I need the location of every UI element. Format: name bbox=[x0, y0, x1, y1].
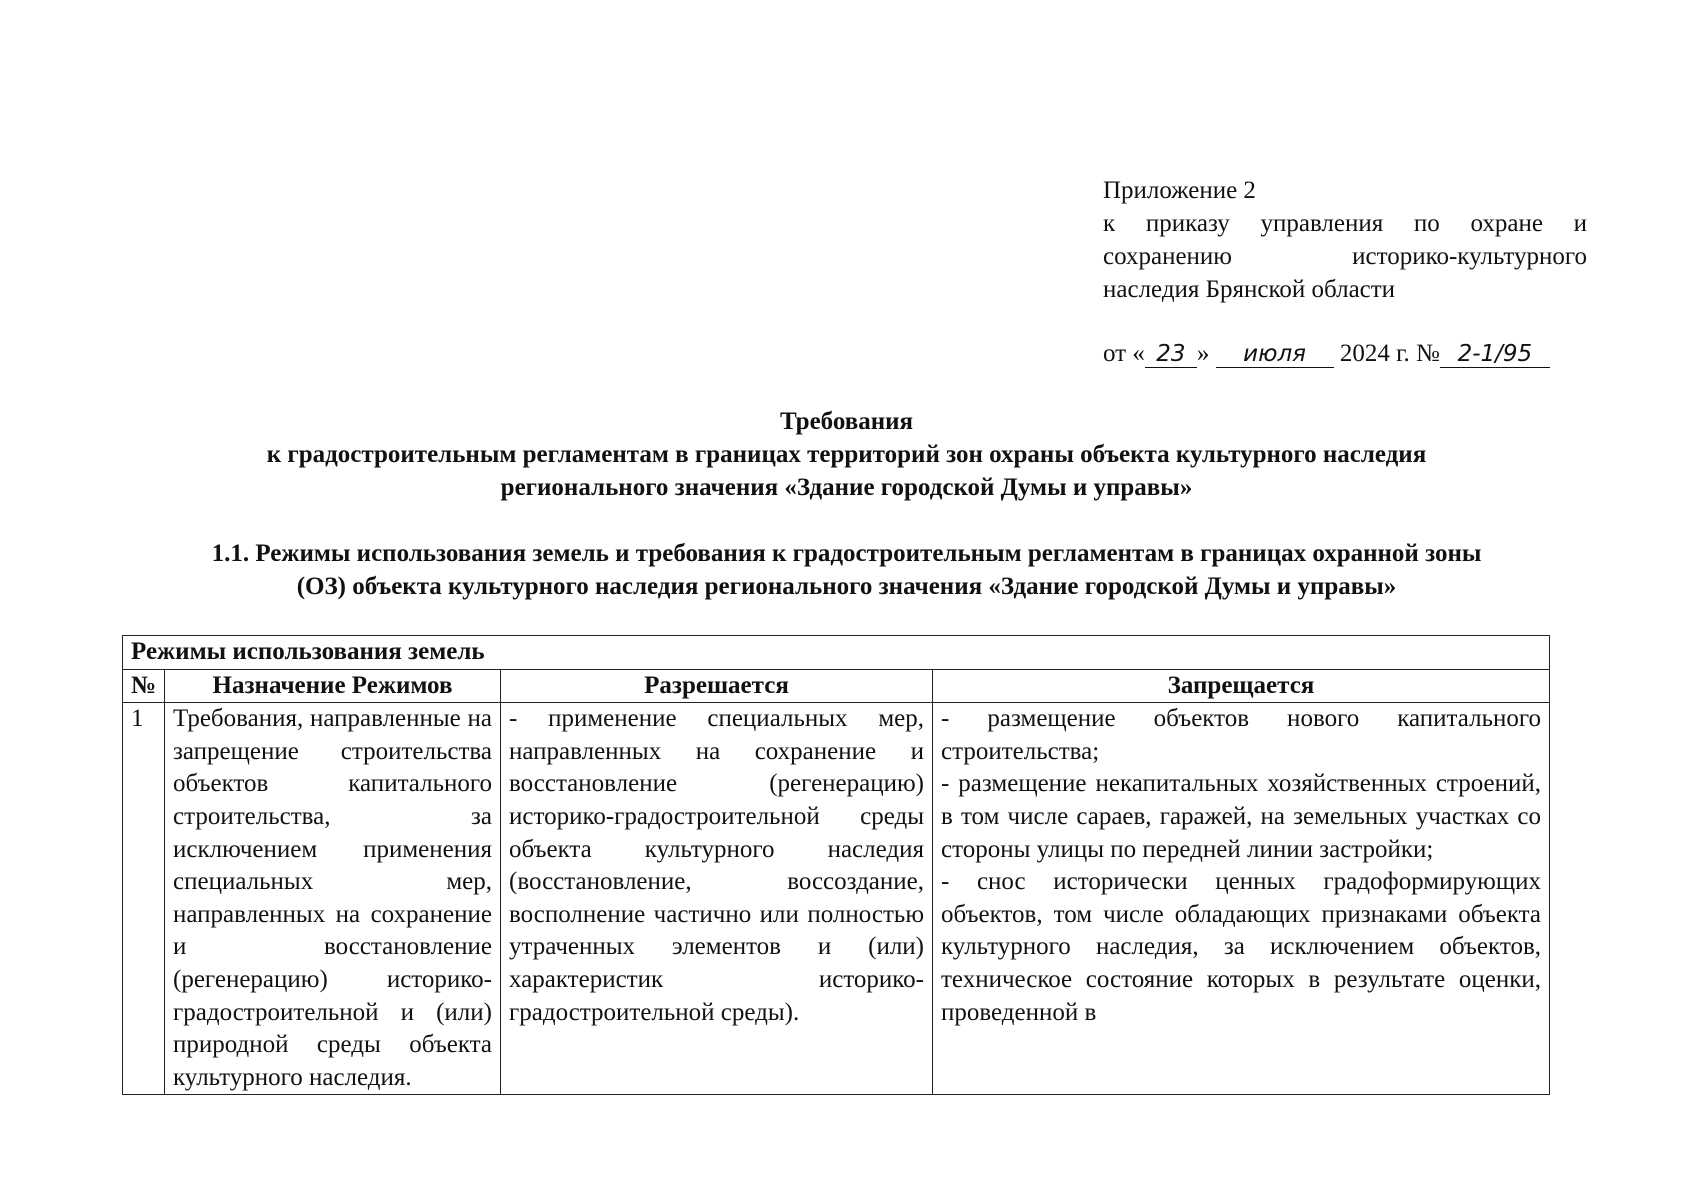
title-line: регионального значения «Здание городской Думы и управы» bbox=[500, 474, 1193, 501]
order-date-line bbox=[1103, 337, 1587, 370]
date-prefix: от « bbox=[1103, 340, 1145, 367]
row-allowed: - применение специальных мер, направленных на сохранение и восстановление (регенерацию) историко-градостроительной среды объекта культурного наследия (восстановление, воссоздание, восполнение частично или полностью утраченных элементов и (или) характеристик историко-градостроительной среды). bbox=[501, 703, 933, 1095]
document-title bbox=[120, 405, 1573, 504]
forbidden-item: - размещение некапитальных хозяйственных строений, в том числе сараев, гаражей, на земельных участках со стороны улицы по передней линии застройки; bbox=[941, 770, 1541, 863]
section-title bbox=[120, 537, 1573, 603]
section-title-line: (ОЗ) объекта культурного наследия регионального значения «Здание городской Думы и управы» bbox=[296, 573, 1397, 600]
row-number: 1 bbox=[123, 703, 165, 1095]
appendix-title: Приложение 2 bbox=[1103, 177, 1256, 204]
table-header-row bbox=[123, 669, 1550, 703]
title-heading: Требования bbox=[779, 408, 914, 435]
forbidden-item: - снос исторически ценных градоформирующих объектов, том числе обладающих признаками объекта культурного наследия, за исключением объектов, техническое состояние которых в результате оценки, проведенной в bbox=[941, 868, 1541, 1026]
title-line: к градостроительным регламентам в границах территорий зон охраны объекта культурного наследия bbox=[266, 441, 1427, 468]
date-year: 2024 г. № bbox=[1339, 340, 1440, 367]
row-purpose: Требования, направленные на запрещение строительства объектов капитального строительства, за исключением применения специальных мер, направленных на сохранение и восстановление (регенерацию) историко-градостроительной и (или) природной среды объекта культурного наследия. bbox=[165, 703, 501, 1095]
appendix-line: наследия Брянской области bbox=[1103, 276, 1396, 303]
header-number: № bbox=[123, 669, 165, 703]
header-purpose: Назначение Режимов bbox=[165, 669, 501, 703]
appendix-block bbox=[1103, 174, 1587, 306]
handwritten-day: 23 bbox=[1145, 341, 1197, 368]
table-row bbox=[123, 703, 1550, 1095]
handwritten-order-number: 2-1/95 bbox=[1440, 341, 1550, 368]
section-title-line: 1.1. Режимы использования земель и требования к градостроительным регламентам в границах охранной зоны bbox=[211, 540, 1482, 567]
row-forbidden bbox=[933, 703, 1550, 1095]
table-caption-row bbox=[123, 636, 1550, 670]
forbidden-item: - размещение объектов нового капитального строительства; bbox=[941, 705, 1541, 765]
land-use-regimes-table bbox=[122, 635, 1550, 1095]
table-caption: Режимы использования земель bbox=[123, 636, 1550, 670]
appendix-line: сохранению историко-культурного bbox=[1103, 243, 1587, 270]
appendix-line: к приказу управления по охране и bbox=[1103, 210, 1587, 237]
handwritten-month: июля bbox=[1216, 341, 1334, 368]
header-forbidden: Запрещается bbox=[933, 669, 1550, 703]
date-close-quote: » bbox=[1196, 340, 1210, 367]
header-allowed: Разрешается bbox=[501, 669, 933, 703]
